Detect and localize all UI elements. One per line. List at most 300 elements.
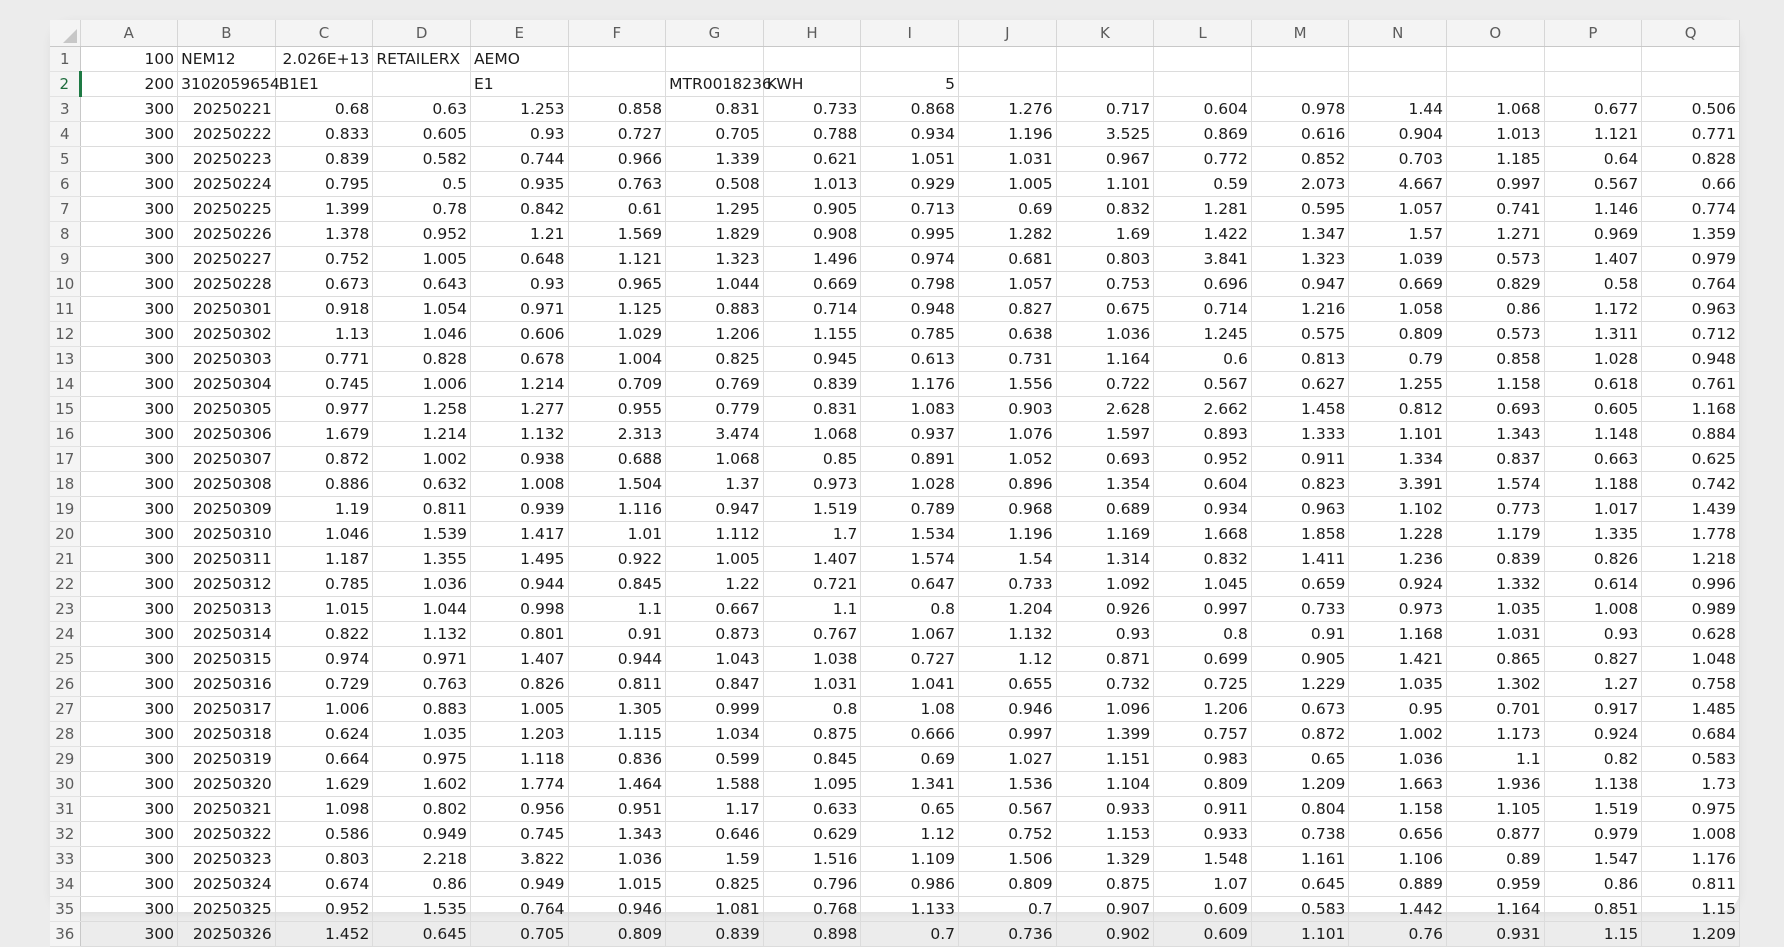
- cell-n26[interactable]: 1.035: [1349, 671, 1447, 696]
- cell-h32[interactable]: 0.629: [763, 821, 861, 846]
- cell-m5[interactable]: 0.852: [1251, 146, 1349, 171]
- cell-m13[interactable]: 0.813: [1251, 346, 1349, 371]
- cell-i21[interactable]: 1.574: [861, 546, 959, 571]
- cell-b7[interactable]: 20250225: [178, 196, 276, 221]
- cell-b10[interactable]: 20250228: [178, 271, 276, 296]
- cell-q15[interactable]: 1.168: [1642, 396, 1740, 421]
- cell-j2[interactable]: [958, 71, 1056, 96]
- cell-f17[interactable]: 0.688: [568, 446, 666, 471]
- cell-n13[interactable]: 0.79: [1349, 346, 1447, 371]
- cell-e11[interactable]: 0.971: [470, 296, 568, 321]
- cell-n6[interactable]: 4.667: [1349, 171, 1447, 196]
- row-header-21[interactable]: 21: [50, 546, 80, 571]
- cell-f4[interactable]: 0.727: [568, 121, 666, 146]
- cell-k34[interactable]: 0.875: [1056, 871, 1154, 896]
- cell-d23[interactable]: 1.044: [373, 596, 471, 621]
- cell-n17[interactable]: 1.334: [1349, 446, 1447, 471]
- cell-o12[interactable]: 0.573: [1447, 321, 1545, 346]
- cell-i19[interactable]: 0.789: [861, 496, 959, 521]
- cell-h20[interactable]: 1.7: [763, 521, 861, 546]
- cell-p28[interactable]: 0.924: [1544, 721, 1642, 746]
- cell-q1[interactable]: [1642, 46, 1740, 71]
- cell-c28[interactable]: 0.624: [275, 721, 373, 746]
- cell-b14[interactable]: 20250304: [178, 371, 276, 396]
- cell-n2[interactable]: [1349, 71, 1447, 96]
- row-header-7[interactable]: 7: [50, 196, 80, 221]
- cell-h11[interactable]: 0.714: [763, 296, 861, 321]
- cell-l21[interactable]: 0.832: [1154, 546, 1252, 571]
- row-header-34[interactable]: 34: [50, 871, 80, 896]
- cell-n19[interactable]: 1.102: [1349, 496, 1447, 521]
- cell-k15[interactable]: 2.628: [1056, 396, 1154, 421]
- cell-g4[interactable]: 0.705: [666, 121, 764, 146]
- cell-o30[interactable]: 1.936: [1447, 771, 1545, 796]
- cell-e10[interactable]: 0.93: [470, 271, 568, 296]
- cell-d12[interactable]: 1.046: [373, 321, 471, 346]
- cell-g10[interactable]: 1.044: [666, 271, 764, 296]
- cell-g17[interactable]: 1.068: [666, 446, 764, 471]
- cell-q16[interactable]: 0.884: [1642, 421, 1740, 446]
- cell-b18[interactable]: 20250308: [178, 471, 276, 496]
- cell-i23[interactable]: 0.8: [861, 596, 959, 621]
- cell-i35[interactable]: 1.133: [861, 896, 959, 921]
- cell-f29[interactable]: 0.836: [568, 746, 666, 771]
- cell-d9[interactable]: 1.005: [373, 246, 471, 271]
- cell-c29[interactable]: 0.664: [275, 746, 373, 771]
- cell-m19[interactable]: 0.963: [1251, 496, 1349, 521]
- cell-c19[interactable]: 1.19: [275, 496, 373, 521]
- cell-i3[interactable]: 0.868: [861, 96, 959, 121]
- cell-f20[interactable]: 1.01: [568, 521, 666, 546]
- cell-q19[interactable]: 1.439: [1642, 496, 1740, 521]
- cell-i24[interactable]: 1.067: [861, 621, 959, 646]
- cell-j28[interactable]: 0.997: [958, 721, 1056, 746]
- cell-a19[interactable]: 300: [80, 496, 178, 521]
- cell-n4[interactable]: 0.904: [1349, 121, 1447, 146]
- column-header-e[interactable]: E: [470, 20, 568, 46]
- cell-g6[interactable]: 0.508: [666, 171, 764, 196]
- cell-o19[interactable]: 0.773: [1447, 496, 1545, 521]
- cell-d21[interactable]: 1.355: [373, 546, 471, 571]
- row-header-1[interactable]: 1: [50, 46, 80, 71]
- cell-f10[interactable]: 0.965: [568, 271, 666, 296]
- cell-q3[interactable]: 0.506: [1642, 96, 1740, 121]
- cell-m33[interactable]: 1.161: [1251, 846, 1349, 871]
- cell-i36[interactable]: 0.7: [861, 921, 959, 946]
- cell-o16[interactable]: 1.343: [1447, 421, 1545, 446]
- cell-e30[interactable]: 1.774: [470, 771, 568, 796]
- cell-e4[interactable]: 0.93: [470, 121, 568, 146]
- cell-a16[interactable]: 300: [80, 421, 178, 446]
- cell-p34[interactable]: 0.86: [1544, 871, 1642, 896]
- cell-p14[interactable]: 0.618: [1544, 371, 1642, 396]
- row-header-19[interactable]: 19: [50, 496, 80, 521]
- cell-f23[interactable]: 1.1: [568, 596, 666, 621]
- cell-e32[interactable]: 0.745: [470, 821, 568, 846]
- cell-b11[interactable]: 20250301: [178, 296, 276, 321]
- cell-m22[interactable]: 0.659: [1251, 571, 1349, 596]
- cell-d18[interactable]: 0.632: [373, 471, 471, 496]
- cell-g14[interactable]: 0.769: [666, 371, 764, 396]
- column-header-c[interactable]: C: [275, 20, 373, 46]
- cell-p7[interactable]: 1.146: [1544, 196, 1642, 221]
- cell-i25[interactable]: 0.727: [861, 646, 959, 671]
- cell-c9[interactable]: 0.752: [275, 246, 373, 271]
- cell-n29[interactable]: 1.036: [1349, 746, 1447, 771]
- cell-q29[interactable]: 0.583: [1642, 746, 1740, 771]
- cell-i22[interactable]: 0.647: [861, 571, 959, 596]
- cell-k11[interactable]: 0.675: [1056, 296, 1154, 321]
- cell-j16[interactable]: 1.076: [958, 421, 1056, 446]
- cell-b32[interactable]: 20250322: [178, 821, 276, 846]
- cell-j22[interactable]: 0.733: [958, 571, 1056, 596]
- cell-a24[interactable]: 300: [80, 621, 178, 646]
- cell-o35[interactable]: 1.164: [1447, 896, 1545, 921]
- cell-m7[interactable]: 0.595: [1251, 196, 1349, 221]
- cell-p3[interactable]: 0.677: [1544, 96, 1642, 121]
- cell-m9[interactable]: 1.323: [1251, 246, 1349, 271]
- cell-q18[interactable]: 0.742: [1642, 471, 1740, 496]
- cell-a27[interactable]: 300: [80, 696, 178, 721]
- cell-q22[interactable]: 0.996: [1642, 571, 1740, 596]
- cell-p27[interactable]: 0.917: [1544, 696, 1642, 721]
- cell-b25[interactable]: 20250315: [178, 646, 276, 671]
- cell-d34[interactable]: 0.86: [373, 871, 471, 896]
- cell-h16[interactable]: 1.068: [763, 421, 861, 446]
- row-header-27[interactable]: 27: [50, 696, 80, 721]
- cell-i7[interactable]: 0.713: [861, 196, 959, 221]
- cell-e33[interactable]: 3.822: [470, 846, 568, 871]
- cell-g9[interactable]: 1.323: [666, 246, 764, 271]
- cell-l8[interactable]: 1.422: [1154, 221, 1252, 246]
- cell-b4[interactable]: 20250222: [178, 121, 276, 146]
- row-header-6[interactable]: 6: [50, 171, 80, 196]
- cell-o5[interactable]: 1.185: [1447, 146, 1545, 171]
- cell-i8[interactable]: 0.995: [861, 221, 959, 246]
- cell-o20[interactable]: 1.179: [1447, 521, 1545, 546]
- cell-j21[interactable]: 1.54: [958, 546, 1056, 571]
- cell-d15[interactable]: 1.258: [373, 396, 471, 421]
- cell-p12[interactable]: 1.311: [1544, 321, 1642, 346]
- cell-k19[interactable]: 0.689: [1056, 496, 1154, 521]
- cell-j1[interactable]: [958, 46, 1056, 71]
- cell-a14[interactable]: 300: [80, 371, 178, 396]
- cell-a33[interactable]: 300: [80, 846, 178, 871]
- cell-q26[interactable]: 0.758: [1642, 671, 1740, 696]
- row-header-5[interactable]: 5: [50, 146, 80, 171]
- cell-c2[interactable]: B1E1: [275, 71, 373, 96]
- cell-p35[interactable]: 0.851: [1544, 896, 1642, 921]
- cell-b21[interactable]: 20250311: [178, 546, 276, 571]
- cell-b28[interactable]: 20250318: [178, 721, 276, 746]
- cell-e1[interactable]: AEMO: [470, 46, 568, 71]
- cell-c24[interactable]: 0.822: [275, 621, 373, 646]
- cell-n8[interactable]: 1.57: [1349, 221, 1447, 246]
- cell-c33[interactable]: 0.803: [275, 846, 373, 871]
- cell-b8[interactable]: 20250226: [178, 221, 276, 246]
- cell-f27[interactable]: 1.305: [568, 696, 666, 721]
- cell-p1[interactable]: [1544, 46, 1642, 71]
- cell-a12[interactable]: 300: [80, 321, 178, 346]
- cell-h28[interactable]: 0.875: [763, 721, 861, 746]
- cell-m36[interactable]: 1.101: [1251, 921, 1349, 946]
- cell-k9[interactable]: 0.803: [1056, 246, 1154, 271]
- cell-m20[interactable]: 1.858: [1251, 521, 1349, 546]
- cell-o32[interactable]: 0.877: [1447, 821, 1545, 846]
- cell-h29[interactable]: 0.845: [763, 746, 861, 771]
- cell-h9[interactable]: 1.496: [763, 246, 861, 271]
- column-header-a[interactable]: A: [80, 20, 178, 46]
- cell-j23[interactable]: 1.204: [958, 596, 1056, 621]
- cell-a18[interactable]: 300: [80, 471, 178, 496]
- cell-m35[interactable]: 0.583: [1251, 896, 1349, 921]
- cell-m32[interactable]: 0.738: [1251, 821, 1349, 846]
- cell-c34[interactable]: 0.674: [275, 871, 373, 896]
- cell-f35[interactable]: 0.946: [568, 896, 666, 921]
- cell-m14[interactable]: 0.627: [1251, 371, 1349, 396]
- cell-i12[interactable]: 0.785: [861, 321, 959, 346]
- row-header-4[interactable]: 4: [50, 121, 80, 146]
- cell-e18[interactable]: 1.008: [470, 471, 568, 496]
- cell-m17[interactable]: 0.911: [1251, 446, 1349, 471]
- cell-l15[interactable]: 2.662: [1154, 396, 1252, 421]
- cell-g3[interactable]: 0.831: [666, 96, 764, 121]
- row-header-24[interactable]: 24: [50, 621, 80, 646]
- cell-m26[interactable]: 1.229: [1251, 671, 1349, 696]
- cell-k28[interactable]: 1.399: [1056, 721, 1154, 746]
- cell-h1[interactable]: [763, 46, 861, 71]
- cell-f33[interactable]: 1.036: [568, 846, 666, 871]
- cell-f15[interactable]: 0.955: [568, 396, 666, 421]
- cell-m23[interactable]: 0.733: [1251, 596, 1349, 621]
- cell-k6[interactable]: 1.101: [1056, 171, 1154, 196]
- cell-o3[interactable]: 1.068: [1447, 96, 1545, 121]
- cell-g36[interactable]: 0.839: [666, 921, 764, 946]
- cell-g11[interactable]: 0.883: [666, 296, 764, 321]
- cell-m27[interactable]: 0.673: [1251, 696, 1349, 721]
- cell-a26[interactable]: 300: [80, 671, 178, 696]
- cell-l9[interactable]: 3.841: [1154, 246, 1252, 271]
- cell-n23[interactable]: 0.973: [1349, 596, 1447, 621]
- cell-m28[interactable]: 0.872: [1251, 721, 1349, 746]
- cell-c30[interactable]: 1.629: [275, 771, 373, 796]
- cell-b5[interactable]: 20250223: [178, 146, 276, 171]
- cell-o31[interactable]: 1.105: [1447, 796, 1545, 821]
- cell-a4[interactable]: 300: [80, 121, 178, 146]
- cell-l28[interactable]: 0.757: [1154, 721, 1252, 746]
- cell-f3[interactable]: 0.858: [568, 96, 666, 121]
- cell-f14[interactable]: 0.709: [568, 371, 666, 396]
- cell-j18[interactable]: 0.896: [958, 471, 1056, 496]
- cell-b6[interactable]: 20250224: [178, 171, 276, 196]
- cell-k7[interactable]: 0.832: [1056, 196, 1154, 221]
- cell-g8[interactable]: 1.829: [666, 221, 764, 246]
- cell-f24[interactable]: 0.91: [568, 621, 666, 646]
- row-header-13[interactable]: 13: [50, 346, 80, 371]
- cell-b27[interactable]: 20250317: [178, 696, 276, 721]
- cell-f18[interactable]: 1.504: [568, 471, 666, 496]
- cell-h15[interactable]: 0.831: [763, 396, 861, 421]
- row-header-11[interactable]: 11: [50, 296, 80, 321]
- cell-k31[interactable]: 0.933: [1056, 796, 1154, 821]
- cell-n27[interactable]: 0.95: [1349, 696, 1447, 721]
- column-header-i[interactable]: I: [861, 20, 959, 46]
- cell-f7[interactable]: 0.61: [568, 196, 666, 221]
- cell-k16[interactable]: 1.597: [1056, 421, 1154, 446]
- row-header-25[interactable]: 25: [50, 646, 80, 671]
- cell-e15[interactable]: 1.277: [470, 396, 568, 421]
- cell-i27[interactable]: 1.08: [861, 696, 959, 721]
- cell-h35[interactable]: 0.768: [763, 896, 861, 921]
- cell-p32[interactable]: 0.979: [1544, 821, 1642, 846]
- column-header-l[interactable]: L: [1154, 20, 1252, 46]
- cell-g13[interactable]: 0.825: [666, 346, 764, 371]
- cell-j15[interactable]: 0.903: [958, 396, 1056, 421]
- cell-a3[interactable]: 300: [80, 96, 178, 121]
- cell-h5[interactable]: 0.621: [763, 146, 861, 171]
- cell-c6[interactable]: 0.795: [275, 171, 373, 196]
- cell-q20[interactable]: 1.778: [1642, 521, 1740, 546]
- cell-q24[interactable]: 0.628: [1642, 621, 1740, 646]
- cell-j9[interactable]: 0.681: [958, 246, 1056, 271]
- cell-g27[interactable]: 0.999: [666, 696, 764, 721]
- cell-p11[interactable]: 1.172: [1544, 296, 1642, 321]
- cell-f31[interactable]: 0.951: [568, 796, 666, 821]
- cell-k24[interactable]: 0.93: [1056, 621, 1154, 646]
- cell-e24[interactable]: 0.801: [470, 621, 568, 646]
- cell-l26[interactable]: 0.725: [1154, 671, 1252, 696]
- cell-j35[interactable]: 0.7: [958, 896, 1056, 921]
- cell-h3[interactable]: 0.733: [763, 96, 861, 121]
- cell-g29[interactable]: 0.599: [666, 746, 764, 771]
- cell-c3[interactable]: 0.68: [275, 96, 373, 121]
- cell-d2[interactable]: [373, 71, 471, 96]
- cell-f36[interactable]: 0.809: [568, 921, 666, 946]
- cell-m18[interactable]: 0.823: [1251, 471, 1349, 496]
- row-header-8[interactable]: 8: [50, 221, 80, 246]
- cell-e7[interactable]: 0.842: [470, 196, 568, 221]
- cell-n10[interactable]: 0.669: [1349, 271, 1447, 296]
- cell-i6[interactable]: 0.929: [861, 171, 959, 196]
- cell-l7[interactable]: 1.281: [1154, 196, 1252, 221]
- cell-d5[interactable]: 0.582: [373, 146, 471, 171]
- cell-k1[interactable]: [1056, 46, 1154, 71]
- cell-k32[interactable]: 1.153: [1056, 821, 1154, 846]
- cell-n20[interactable]: 1.228: [1349, 521, 1447, 546]
- cell-a15[interactable]: 300: [80, 396, 178, 421]
- cell-q17[interactable]: 0.625: [1642, 446, 1740, 471]
- cell-f13[interactable]: 1.004: [568, 346, 666, 371]
- cell-b34[interactable]: 20250324: [178, 871, 276, 896]
- row-header-28[interactable]: 28: [50, 721, 80, 746]
- cell-l12[interactable]: 1.245: [1154, 321, 1252, 346]
- cell-l29[interactable]: 0.983: [1154, 746, 1252, 771]
- cell-j29[interactable]: 1.027: [958, 746, 1056, 771]
- cell-g34[interactable]: 0.825: [666, 871, 764, 896]
- cell-f6[interactable]: 0.763: [568, 171, 666, 196]
- cell-j17[interactable]: 1.052: [958, 446, 1056, 471]
- cell-o6[interactable]: 0.997: [1447, 171, 1545, 196]
- cell-o11[interactable]: 0.86: [1447, 296, 1545, 321]
- cell-f16[interactable]: 2.313: [568, 421, 666, 446]
- cell-e31[interactable]: 0.956: [470, 796, 568, 821]
- cell-l5[interactable]: 0.772: [1154, 146, 1252, 171]
- cell-b19[interactable]: 20250309: [178, 496, 276, 521]
- cell-q32[interactable]: 1.008: [1642, 821, 1740, 846]
- cell-p21[interactable]: 0.826: [1544, 546, 1642, 571]
- cell-p19[interactable]: 1.017: [1544, 496, 1642, 521]
- cell-j5[interactable]: 1.031: [958, 146, 1056, 171]
- cell-m1[interactable]: [1251, 46, 1349, 71]
- cell-m4[interactable]: 0.616: [1251, 121, 1349, 146]
- cell-l33[interactable]: 1.548: [1154, 846, 1252, 871]
- cell-k26[interactable]: 0.732: [1056, 671, 1154, 696]
- row-header-30[interactable]: 30: [50, 771, 80, 796]
- cell-o36[interactable]: 0.931: [1447, 921, 1545, 946]
- cell-o10[interactable]: 0.829: [1447, 271, 1545, 296]
- cell-g33[interactable]: 1.59: [666, 846, 764, 871]
- cell-a9[interactable]: 300: [80, 246, 178, 271]
- cell-i2[interactable]: 5: [861, 71, 959, 96]
- cell-f19[interactable]: 1.116: [568, 496, 666, 521]
- row-header-26[interactable]: 26: [50, 671, 80, 696]
- cell-i14[interactable]: 1.176: [861, 371, 959, 396]
- cell-j4[interactable]: 1.196: [958, 121, 1056, 146]
- cell-b36[interactable]: 20250326: [178, 921, 276, 946]
- cell-o29[interactable]: 1.1: [1447, 746, 1545, 771]
- cell-i32[interactable]: 1.12: [861, 821, 959, 846]
- cell-b22[interactable]: 20250312: [178, 571, 276, 596]
- cell-b33[interactable]: 20250323: [178, 846, 276, 871]
- cell-m25[interactable]: 0.905: [1251, 646, 1349, 671]
- cell-d35[interactable]: 1.535: [373, 896, 471, 921]
- row-header-20[interactable]: 20: [50, 521, 80, 546]
- cell-f25[interactable]: 0.944: [568, 646, 666, 671]
- cell-m29[interactable]: 0.65: [1251, 746, 1349, 771]
- cell-h7[interactable]: 0.905: [763, 196, 861, 221]
- cell-q33[interactable]: 1.176: [1642, 846, 1740, 871]
- cell-l14[interactable]: 0.567: [1154, 371, 1252, 396]
- cell-g18[interactable]: 1.37: [666, 471, 764, 496]
- cell-m21[interactable]: 1.411: [1251, 546, 1349, 571]
- cell-f2[interactable]: [568, 71, 666, 96]
- cell-p26[interactable]: 1.27: [1544, 671, 1642, 696]
- cell-e26[interactable]: 0.826: [470, 671, 568, 696]
- cell-p6[interactable]: 0.567: [1544, 171, 1642, 196]
- cell-q9[interactable]: 0.979: [1642, 246, 1740, 271]
- cell-c8[interactable]: 1.378: [275, 221, 373, 246]
- cell-q34[interactable]: 0.811: [1642, 871, 1740, 896]
- cell-p4[interactable]: 1.121: [1544, 121, 1642, 146]
- cell-n12[interactable]: 0.809: [1349, 321, 1447, 346]
- cell-o8[interactable]: 1.271: [1447, 221, 1545, 246]
- cell-b1[interactable]: NEM12: [178, 46, 276, 71]
- cell-l4[interactable]: 0.869: [1154, 121, 1252, 146]
- cell-e17[interactable]: 0.938: [470, 446, 568, 471]
- cell-a13[interactable]: 300: [80, 346, 178, 371]
- cell-n3[interactable]: 1.44: [1349, 96, 1447, 121]
- cell-n35[interactable]: 1.442: [1349, 896, 1447, 921]
- cell-b17[interactable]: 20250307: [178, 446, 276, 471]
- cell-g5[interactable]: 1.339: [666, 146, 764, 171]
- cell-c22[interactable]: 0.785: [275, 571, 373, 596]
- cell-c26[interactable]: 0.729: [275, 671, 373, 696]
- cell-i9[interactable]: 0.974: [861, 246, 959, 271]
- cell-o14[interactable]: 1.158: [1447, 371, 1545, 396]
- cell-n16[interactable]: 1.101: [1349, 421, 1447, 446]
- cell-o27[interactable]: 0.701: [1447, 696, 1545, 721]
- cell-l25[interactable]: 0.699: [1154, 646, 1252, 671]
